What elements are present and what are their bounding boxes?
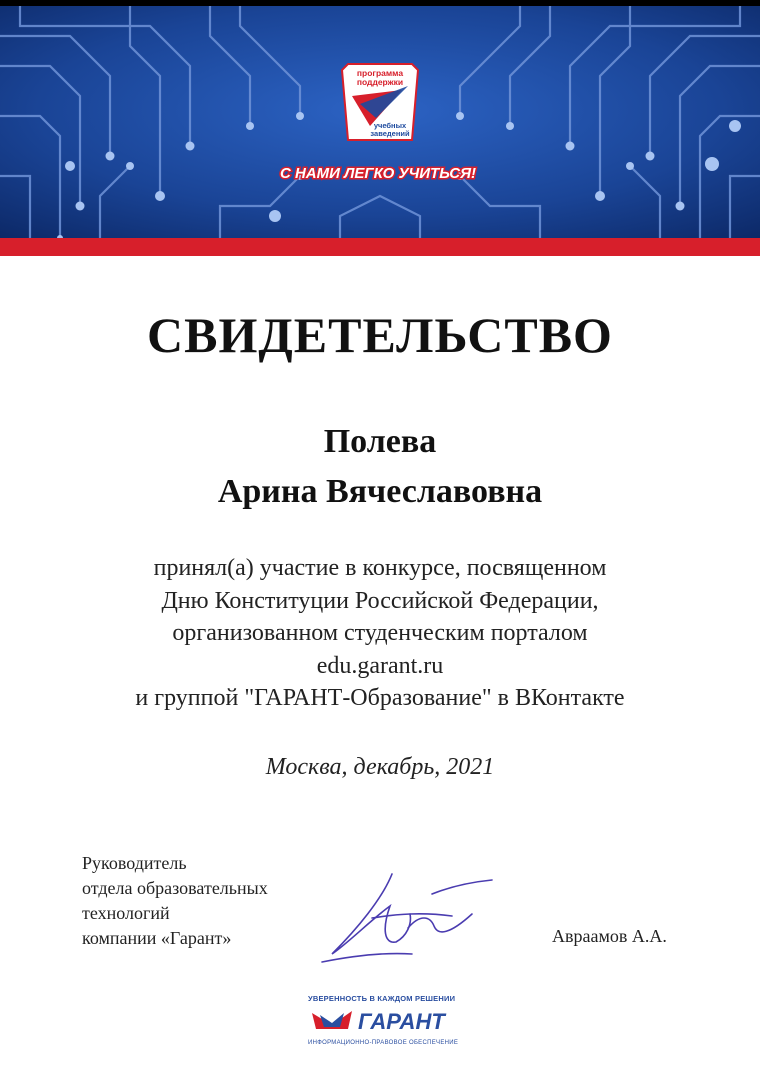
signature-image <box>312 844 512 974</box>
garant-logo <box>308 994 458 1046</box>
program-logo-line4: заведений <box>370 129 410 138</box>
certificate-body <box>0 552 760 715</box>
slogan: С НАМИ ЛЕГКО УЧИТЬСЯ! <box>279 165 477 182</box>
body-line: и группой "ГАРАНТ-Образование" в ВКонтакте <box>135 685 625 711</box>
garant-tagline: УВЕРЕННОСТЬ В КАЖДОМ РЕШЕНИИ <box>308 994 456 1003</box>
body-line: edu.garant.ru <box>316 652 444 679</box>
position-line: технологий <box>82 903 170 923</box>
position-line: Руководитель <box>82 853 187 873</box>
recipient-first-names: Арина Вячеславовна <box>217 473 543 510</box>
program-logo-line1: программа <box>356 68 404 78</box>
garant-emblem <box>308 1003 458 1035</box>
certificate-page <box>0 6 760 1080</box>
position-line: компании «Гарант» <box>82 928 232 948</box>
certificate-title: СВИДЕТЕЛЬСТВО <box>147 307 613 363</box>
place-date: Москва, декабрь, 2021 <box>265 754 495 780</box>
program-logo <box>342 64 418 140</box>
signatory-name: Авраамов А.А. <box>552 926 667 946</box>
header-banner <box>0 6 760 256</box>
program-logo-line2: поддержки <box>356 77 404 87</box>
body-line: принял(а) участие в конкурсе, посвященном <box>153 555 607 581</box>
body-line: организованном студенческим порталом <box>172 620 588 646</box>
recipient-last-name: Полева <box>323 423 437 460</box>
program-logo-line3: учебных <box>373 121 407 130</box>
position-line: отдела образовательных <box>82 878 268 898</box>
circuit-background <box>0 6 760 256</box>
garant-subtitle: ИНФОРМАЦИОННО-ПРАВОВОЕ ОБЕСПЕЧЕНИЕ <box>308 1040 459 1046</box>
body-line: Дню Конституции Российской Федерации, <box>161 587 599 614</box>
garant-brand: ГАРАНТ <box>358 1009 445 1034</box>
signatory-position <box>82 851 268 951</box>
